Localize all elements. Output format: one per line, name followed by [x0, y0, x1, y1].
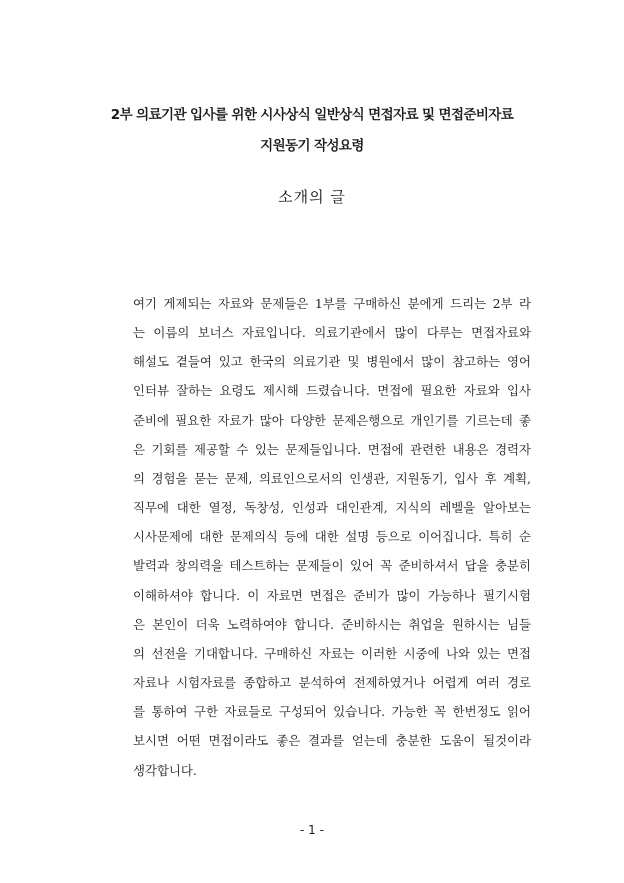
page-number: - 1 -: [300, 823, 324, 837]
body-line: 생각합니다.: [133, 762, 197, 778]
body-line: 를 통하여 구한 자료들로 구성되어 있습니다. 가능한 꼭 한번정도 읽어: [133, 704, 531, 720]
body-line: 발력과 창의력을 테스트하는 문제들이 있어 꼭 준비하셔서 답을 충분히: [133, 558, 531, 574]
body-line: 은 기회를 제공할 수 있는 문제들입니다. 면접에 관련한 내용은 경력자: [133, 441, 531, 457]
body-line: 의 경험을 묻는 문제, 의료인으로서의 인생관, 지원동기, 입사 후 계획,: [133, 470, 531, 486]
body-paragraph: [133, 289, 531, 785]
body-line: 자료나 시험자료를 종합하고 분석하여 전제하였거나 어렵게 여러 경로: [133, 675, 531, 691]
body-line: 해설도 곁들여 있고 한국의 의료기관 및 병원에서 많이 참고하는 영어: [133, 354, 531, 370]
body-line: 인터뷰 잘하는 요령도 제시해 드렸습니다. 면접에 필요한 자료와 입사: [133, 383, 531, 399]
body-line: 의 선전을 기대합니다. 구매하신 자료는 이러한 시중에 나와 있는 면접: [133, 645, 531, 661]
document-title-line-2: 지원동기 작성요령: [260, 138, 364, 154]
body-line: 은 본인이 더욱 노력하여야 합니다. 준비하시는 취업을 원하시는 님들: [133, 616, 531, 632]
document-title-line-1: 2부 의료기관 입사를 위한 시사상식 일반상식 면접자료 및 면접준비자료: [110, 107, 514, 123]
section-heading: 소개의 글: [278, 188, 346, 206]
body-line: 여기 게제되는 자료와 문제들은 1부를 구매하신 분에게 드리는 2부 라: [133, 296, 531, 311]
body-line: 직무에 대한 열정, 독창성, 인성과 대인관계, 지식의 레벨을 알아보는: [133, 500, 531, 516]
body-line: 보시면 어떤 면접이라도 좋은 결과를 얻는데 충분한 도움이 될것이라: [133, 733, 531, 749]
body-line: 준비에 필요한 자료가 많아 다양한 문제은행으로 개인기를 기르는데 좋: [133, 412, 531, 428]
body-line: 시사문제에 대한 문제의식 등에 대한 설명 등으로 이어집니다. 특히 순: [133, 529, 531, 545]
body-line: 는 이름의 보너스 자료입니다. 의료기관에서 많이 다루는 면접자료와: [133, 325, 531, 341]
body-line: 이해하셔야 합니다. 이 자료면 면접은 준비가 많이 가능하나 필기시험: [133, 587, 531, 603]
